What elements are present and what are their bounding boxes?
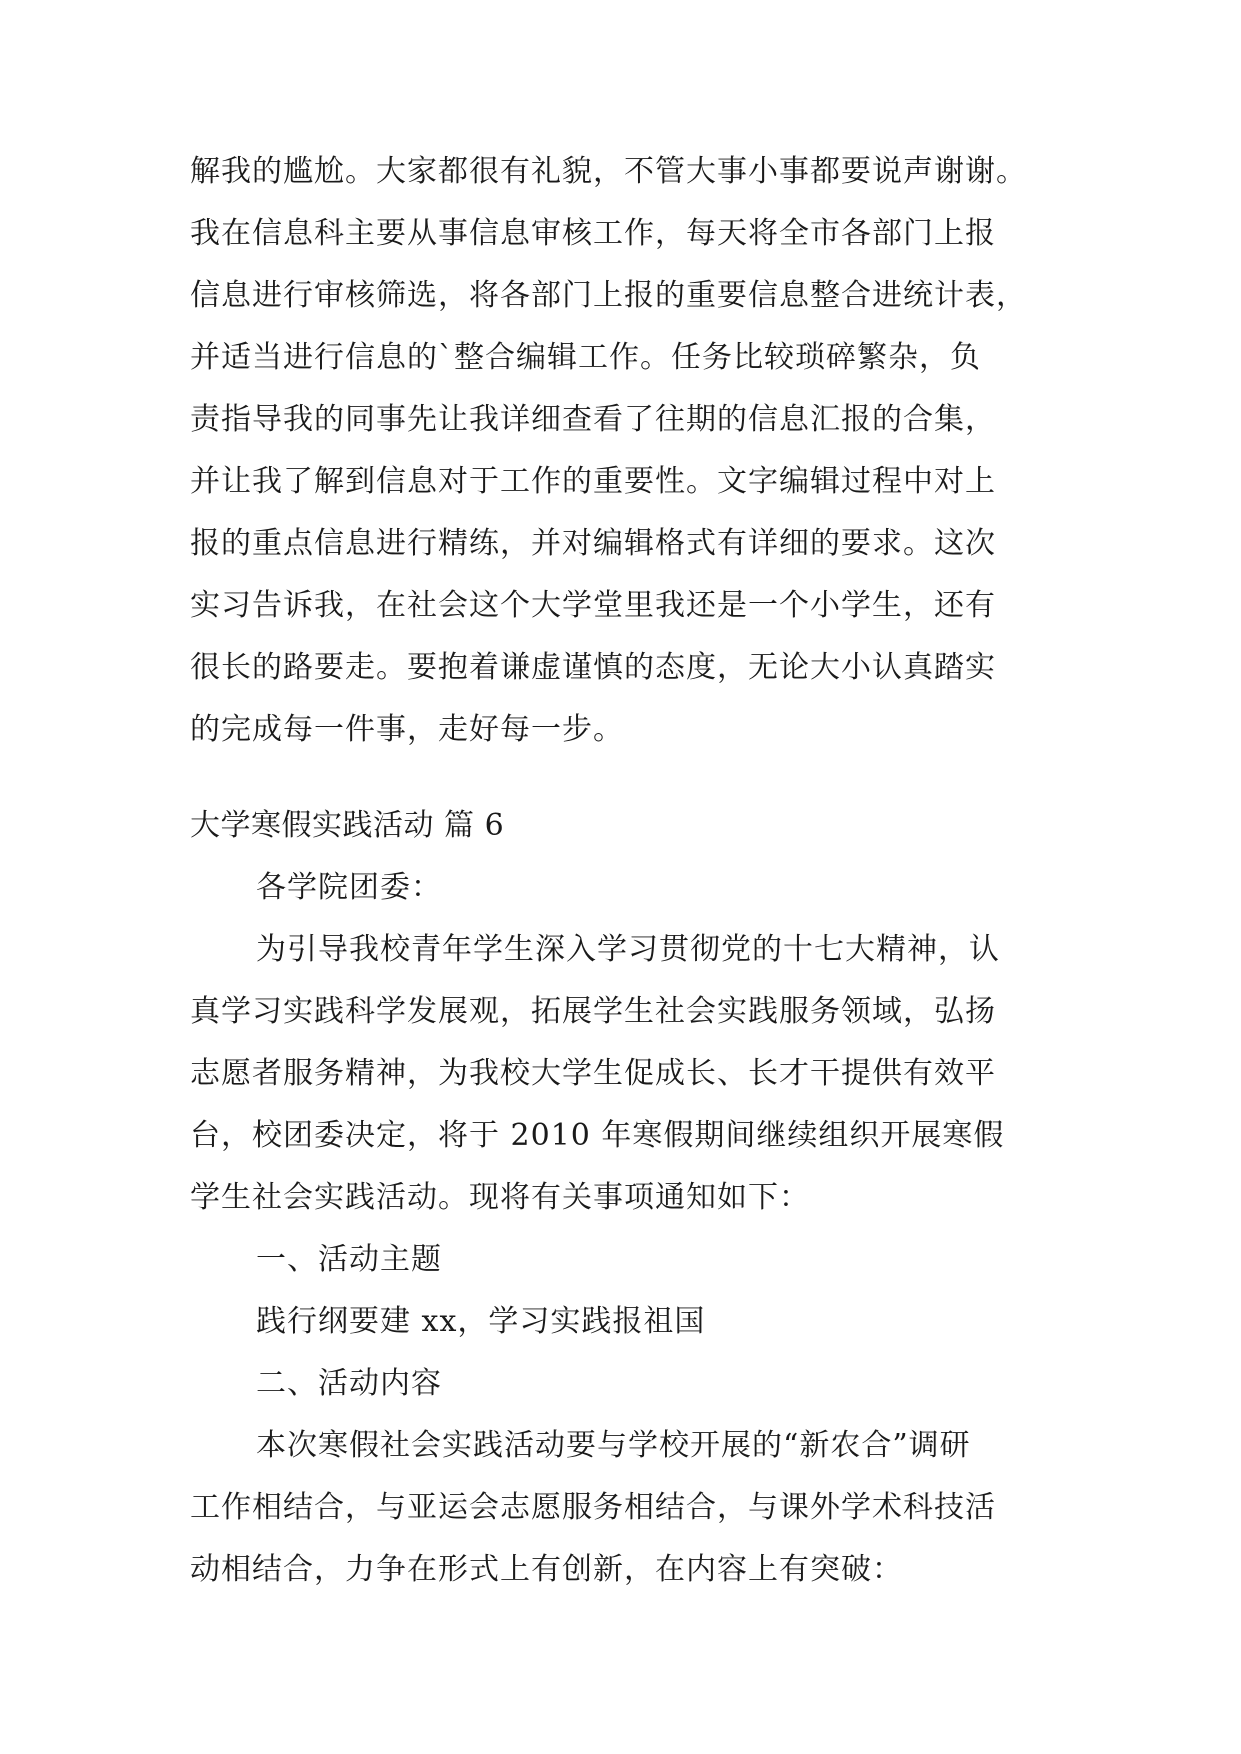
paragraph-line: 信息进行审核筛选，将各部门上报的重要信息整合进统计表， [190, 278, 1027, 313]
paragraph-line: 我在信息科主要从事信息审核工作，每天将全市各部门上报 [190, 216, 996, 251]
salutation-line: 各学院团委： [256, 870, 442, 905]
subheading-content: 二、活动内容 [256, 1366, 442, 1401]
theme-text: 践行纲要建 xx，学习实践报祖国 [256, 1304, 706, 1339]
paragraph-line: 工作相结合，与亚运会志愿服务相结合，与课外学术科技活 [190, 1490, 996, 1525]
paragraph-line: 为引导我校青年学生深入学习贯彻党的十七大精神，认 [256, 932, 1000, 967]
paragraph-line: 志愿者服务精神，为我校大学生促成长、长才干提供有效平 [190, 1056, 996, 1091]
paragraph-line: 学生社会实践活动。现将有关事项通知如下： [190, 1180, 810, 1215]
paragraph-line: 并让我了解到信息对于工作的重要性。文字编辑过程中对上 [190, 464, 996, 499]
paragraph-line: 并适当进行信息的`整合编辑工作。任务比较琐碎繁杂，负 [190, 340, 981, 375]
paragraph-line: 实习告诉我，在社会这个大学堂里我还是一个小学生，还有 [190, 588, 996, 623]
section-heading: 大学寒假实践活动 篇 6 [190, 808, 505, 843]
subheading-theme: 一、活动主题 [256, 1242, 442, 1277]
paragraph-line: 动相结合，力争在形式上有创新，在内容上有突破： [190, 1552, 903, 1587]
paragraph-line: 责指导我的同事先让我详细查看了往期的信息汇报的合集， [190, 402, 996, 437]
paragraph-line: 的完成每一件事，走好每一步。 [190, 712, 624, 747]
paragraph-line: 台，校团委决定，将于 2010 年寒假期间继续组织开展寒假 [190, 1118, 1005, 1153]
paragraph-line: 真学习实践科学发展观，拓展学生社会实践服务领域，弘扬 [190, 994, 996, 1029]
paragraph-line: 本次寒假社会实践活动要与学校开展的“新农合”调研 [256, 1428, 971, 1463]
paragraph-line: 报的重点信息进行精练，并对编辑格式有详细的要求。这次 [190, 526, 996, 561]
paragraph-line: 解我的尴尬。大家都很有礼貌，不管大事小事都要说声谢谢。 [190, 154, 1027, 189]
paragraph-line: 很长的路要走。要抱着谦虚谨慎的态度，无论大小认真踏实 [190, 650, 996, 685]
